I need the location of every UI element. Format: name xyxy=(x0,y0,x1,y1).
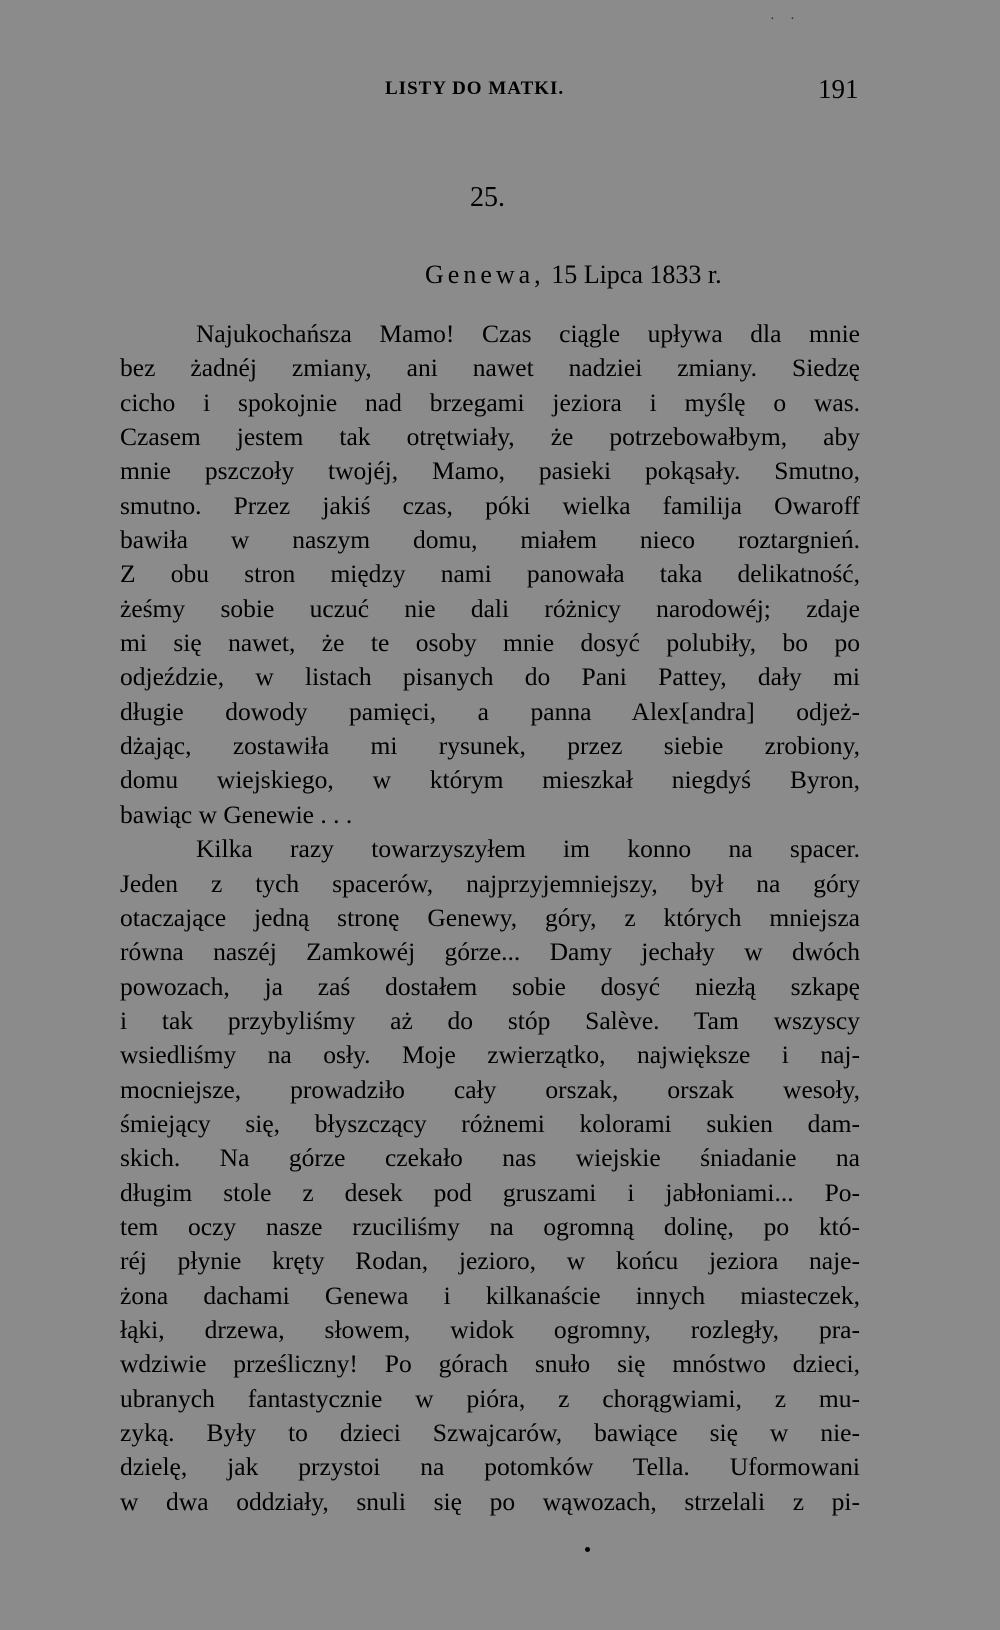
text-line: i tak przybyliśmy aż do stóp Salève. Tam wszyscy xyxy=(120,1005,860,1035)
text-line: wdziwie prześliczny! Po górach snuło się mnóstwo dzieci, xyxy=(120,1349,860,1379)
text-line: Kilka razy towarzyszyłem im konno na spacer. xyxy=(196,834,860,864)
text-line: cicho i spokojnie nad brzegami jeziora i myślę o was. xyxy=(120,387,860,417)
text-line: dżając, zostawiła mi rysunek, przez siebie zrobiony, xyxy=(120,731,860,761)
text-line: w dwa oddziały, snuli się po wąwozach, strzelali z pi- xyxy=(120,1486,860,1516)
text-line: mocniejsze, prowadziło cały orszak, orszak wesoły, xyxy=(120,1074,860,1104)
text-line: domu wiejskiego, w którym mieszkał niegdyś Byron, xyxy=(120,765,860,795)
text-line: ubranych fantastycznie w pióra, z chorągwiami, z mu- xyxy=(120,1383,860,1413)
dateline-date: 15 Lipca 1833 r. xyxy=(551,260,722,289)
text-line: żeśmy sobie uczuć nie dali różnicy narodowéj; zdaje xyxy=(120,593,860,623)
text-line: Najukochańsza Mamo! Czas ciągle upływa dla mnie xyxy=(196,319,860,348)
scan-dot xyxy=(585,1547,590,1552)
text-line: powozach, ja zaś dostałem sobie dosyć niezłą szkapę xyxy=(120,971,860,1001)
text-line: równa naszéj Zamkowéj górze... Damy jechały w dwóch xyxy=(120,937,860,967)
text-line: łąki, drzewa, słowem, widok ogromny, rozległy, pra- xyxy=(120,1314,860,1344)
text-line: dzielę, jak przystoi na potomków Tella. Uformowani xyxy=(120,1452,860,1482)
text-line: réj płynie kręty Rodan, jezioro, w końcu jeziora naje- xyxy=(120,1246,860,1276)
text-line: Czasem jestem tak otrętwiały, że potrzebowałbym, aby xyxy=(120,422,860,452)
text-line: zyką. Były to dzieci Szwajcarów, bawiące się w nie- xyxy=(120,1418,860,1447)
letter-body xyxy=(120,317,860,1519)
text-line: długie dowody pamięci, a panna Alex[andra] odjeż- xyxy=(120,696,860,726)
dateline xyxy=(425,260,722,290)
text-line: tem oczy nasze rzuciliśmy na ogromną dolinę, po któ- xyxy=(120,1211,860,1241)
page-number: 191 xyxy=(818,74,859,104)
text-line: mnie pszczoły twojéj, Mamo, pasieki pokąsały. Smutno, xyxy=(120,456,860,486)
scan-speck: · · xyxy=(770,12,801,27)
text-line: smutno. Przez jakiś czas, póki wielka familija Owaroff xyxy=(120,490,860,520)
running-head: LISTY DO MATKI. xyxy=(385,78,565,99)
text-line: Z obu stron między nami panowała taka delikatność, xyxy=(120,559,860,589)
text-line: otaczające jedną stronę Genewy, góry, z których mniejsza xyxy=(120,902,860,932)
text-line: śmiejący się, błyszczący różnemi kolorami sukien dam- xyxy=(120,1108,860,1138)
text-line: długim stole z desek pod gruszami i jabłoniami... Po- xyxy=(120,1177,860,1207)
dateline-place: Genewa, xyxy=(425,260,545,289)
text-line: Jeden z tych spacerów, najprzyjemniejszy, był na góry xyxy=(120,868,860,898)
text-line: bawiąc w Genewie . . . xyxy=(120,799,353,829)
text-line: bez żadnéj zmiany, ani nawet nadziei zmiany. Siedzę xyxy=(120,353,860,383)
text-line: skich. Na górze czekało nas wiejskie śniadanie na xyxy=(120,1143,860,1173)
letter-number: 25. xyxy=(470,182,505,213)
text-line: wsiedliśmy na osły. Moje zwierzątko, największe i naj- xyxy=(120,1040,860,1070)
text-line: bawiła w naszym domu, miałem nieco roztargnień. xyxy=(120,525,860,555)
text-line: mi się nawet, że te osoby mnie dosyć polubiły, bo po xyxy=(120,628,860,658)
text-line: żona dachami Genewa i kilkanaście innych miasteczek, xyxy=(120,1280,860,1310)
text-line: odjeździe, w listach pisanych do Pani Pattey, dały mi xyxy=(120,662,860,692)
